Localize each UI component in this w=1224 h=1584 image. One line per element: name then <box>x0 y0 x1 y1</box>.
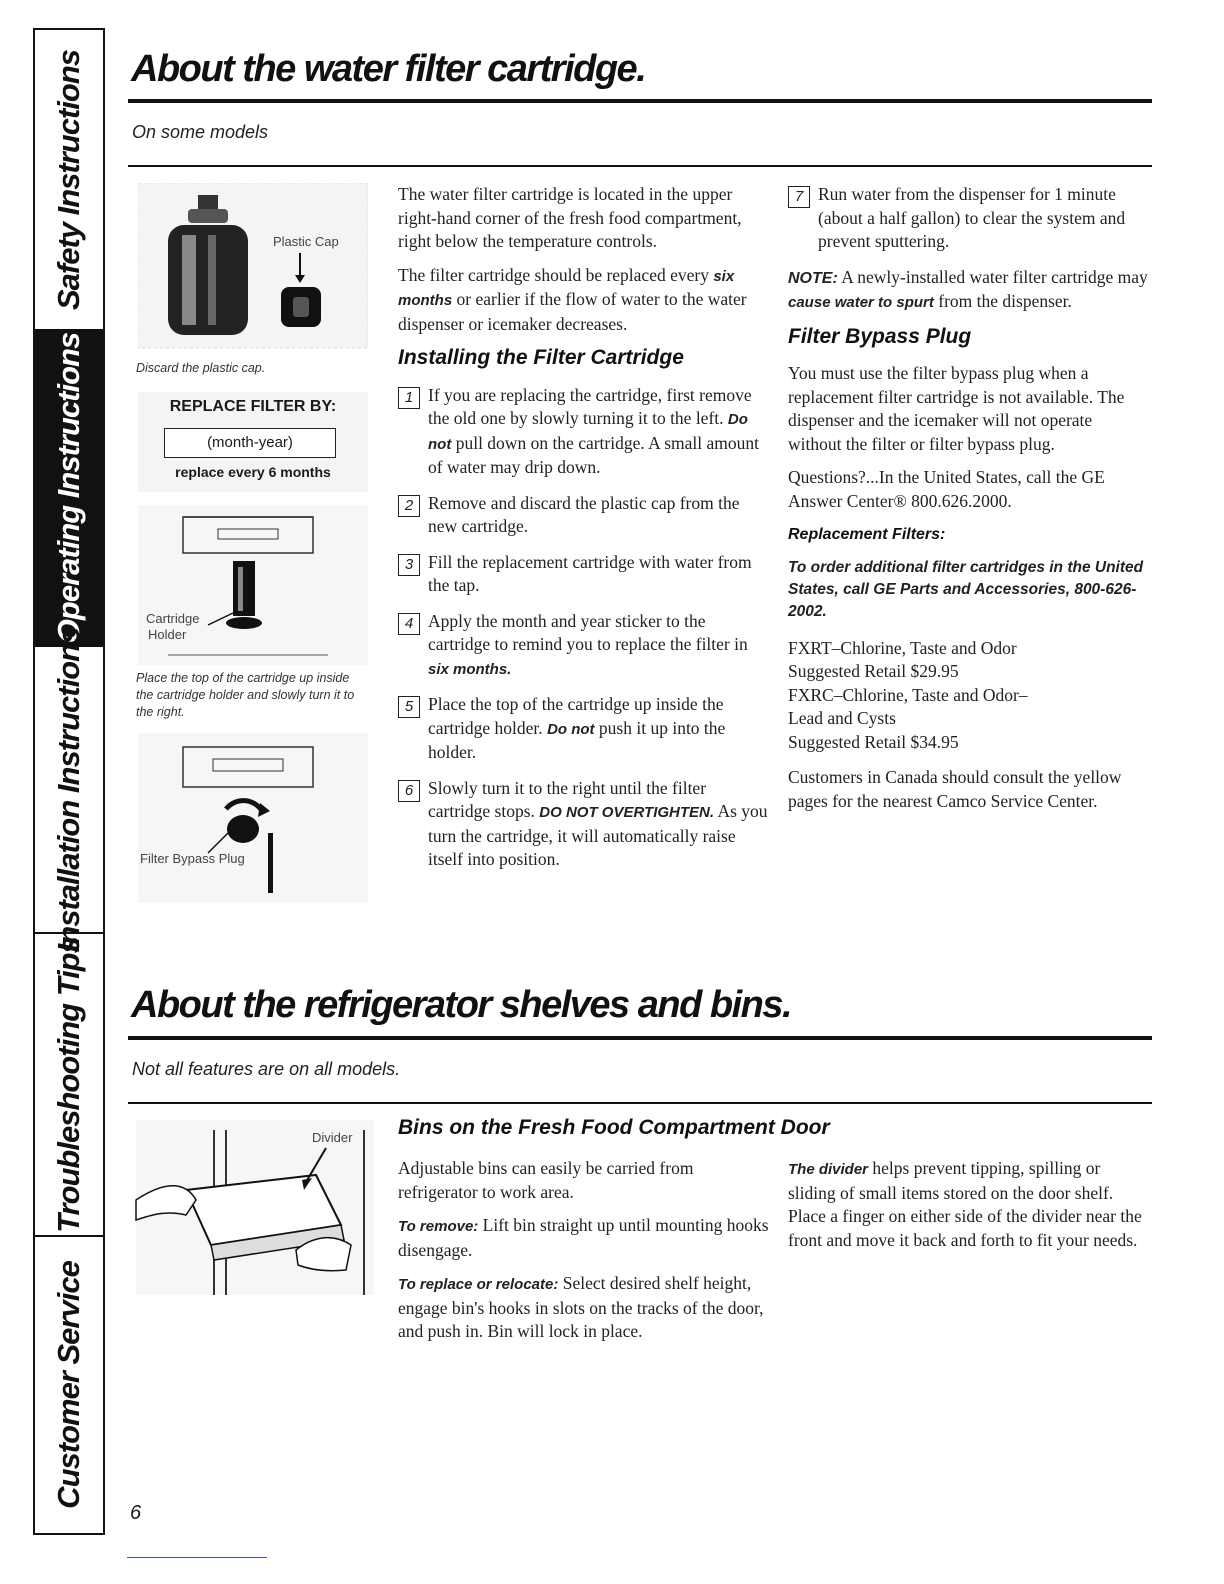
text: Fill the replacement cartridge with water from the tap. <box>428 551 752 595</box>
section-subtitle: On some models <box>132 122 269 142</box>
tab-safety-instructions[interactable] <box>35 30 103 331</box>
tab-customer-service[interactable] <box>35 1237 103 1533</box>
step-number: 7 <box>788 186 810 208</box>
divider-label: Divider <box>312 1130 353 1145</box>
replacement-filters-heading: Replacement Filters: <box>788 526 946 543</box>
emphasis: Do not <box>428 411 748 453</box>
text: pull down on the cartridge. A small amount of water may drip down. <box>428 432 759 477</box>
text: Lift bin straight up until mounting hooks disengage. <box>398 1215 769 1260</box>
step-item <box>398 384 768 480</box>
filter-list <box>788 637 1148 755</box>
sidebar-tabs <box>33 28 105 1535</box>
step-item <box>398 693 768 765</box>
cartridge-label: Cartridge <box>146 611 200 626</box>
step-number: 2 <box>398 495 420 517</box>
note-label: NOTE: <box>788 269 838 287</box>
figure-caption: Place the top of the cartridge up inside the cartridge holder and slowly turn it to the right. <box>136 671 355 719</box>
replace-filter-sticker <box>138 392 368 492</box>
filter-column-middle <box>398 183 768 884</box>
heading-rule <box>128 1036 1152 1040</box>
text: or earlier if the flow of water to the water dispenser or icemaker decreases. <box>398 289 747 334</box>
bypass-heading: Filter Bypass Plug <box>788 324 972 348</box>
text: The filter cartridge should be replaced every <box>398 264 714 285</box>
text: Select desired shelf height, engage bin's hooks in slots on the tracks of the door, and push in. Bin will lock in place. <box>398 1273 764 1341</box>
replace-paragraph <box>398 1272 773 1344</box>
text: As you turn the cartridge, it will automatically raise itself into position. <box>428 801 768 869</box>
sticker-note: replace every 6 months <box>175 464 331 480</box>
step-number: 1 <box>398 387 420 409</box>
tab-label: Operating Instructions <box>51 332 86 644</box>
filter-line: Suggested Retail $34.95 <box>788 731 959 752</box>
step-item <box>398 610 768 682</box>
questions-paragraph: Questions?...In the United States, call the GE Answer Center® 800.626.2000. <box>788 467 1105 511</box>
step-item <box>398 551 768 598</box>
text: push it up into the holder. <box>428 717 726 762</box>
text: from the dispenser. <box>933 291 1072 311</box>
emphasis: DO NOT OVERTIGHTEN. <box>539 804 715 821</box>
text: Slowly turn it to the right until the filter cartridge stops. <box>428 777 707 821</box>
bins-intro-paragraph: Adjustable bins can easily be carried from refrigerator to work area. <box>398 1158 694 1202</box>
filter-column-right <box>788 183 1148 823</box>
tab-installation-instructions[interactable] <box>35 627 103 952</box>
filter-line: FXRT–Chlorine, Taste and Odor <box>788 637 1017 658</box>
subtitle-rule <box>128 1102 1152 1104</box>
text: Place the top of the cartridge up inside the cartridge holder. <box>428 694 724 738</box>
door-bin-illustration <box>126 1120 376 1300</box>
tab-label: Installation Instructions <box>51 627 86 952</box>
section-title-water-filter: About the water filter cartridge. <box>131 48 646 90</box>
emphasis: six months. <box>428 660 512 678</box>
remove-paragraph <box>398 1214 773 1262</box>
installing-heading: Installing the Filter Cartridge <box>398 346 684 369</box>
order-paragraph: To order additional filter cartridges in the United States, call GE Parts and Accessories, 800-626-2002. <box>788 558 1144 620</box>
sticker-date-field: (month-year) <box>164 428 336 458</box>
bypass-plug-illustration <box>138 733 368 903</box>
plastic-cap-label: Plastic Cap <box>273 234 339 249</box>
subtitle-rule <box>128 165 1152 167</box>
tab-troubleshooting-tips[interactable] <box>35 934 103 1237</box>
cartridge-holder-illustration <box>138 505 368 665</box>
emphasis: cause water to spurt <box>788 294 934 311</box>
bins-column-right <box>788 1157 1148 1262</box>
canada-paragraph: Customers in Canada should consult the yellow pages for the nearest Camco Service Center. <box>788 767 1122 811</box>
bins-column-left <box>398 1157 773 1354</box>
text: A newly-installed water filter cartridge may <box>837 266 1148 287</box>
step-number: 6 <box>398 780 420 802</box>
divider-paragraph <box>788 1157 1148 1252</box>
step-number: 4 <box>398 613 420 635</box>
holder-label: Holder <box>148 627 187 642</box>
intro-paragraph: The water filter cartridge is located in the upper right-hand corner of the fresh food compartment, right below the temperature controls. <box>398 184 742 251</box>
step-item <box>398 492 768 539</box>
cartridge-cap-illustration <box>138 183 368 353</box>
text: helps prevent tipping, spilling or sliding of small items stored on the door shelf. Place a finger on either side of the divider near the front and move it back and forth to fit your needs. <box>788 1158 1142 1250</box>
figure-caption: Discard the plastic cap. <box>136 361 266 375</box>
heading-rule <box>128 99 1152 103</box>
step-item <box>398 777 768 872</box>
tab-operating-instructions[interactable] <box>35 331 103 647</box>
footer-line <box>127 1557 267 1558</box>
text: Run water from the dispenser for 1 minute (about a half gallon) to clear the system and prevent sputtering. <box>818 184 1126 251</box>
page-number: 6 <box>130 1502 142 1524</box>
emphasis: Do not <box>547 720 595 738</box>
step-item <box>788 183 1148 254</box>
emphasis: six months <box>398 267 735 309</box>
step-number: 5 <box>398 696 420 718</box>
text: If you are replacing the cartridge, first remove the old one by slowly turning it to the left. <box>428 384 752 428</box>
section-subtitle: Not all features are on all models. <box>132 1059 401 1079</box>
filter-line: FXRC–Chlorine, Taste and Odor– <box>788 684 1028 705</box>
note-paragraph <box>788 266 1148 315</box>
filter-line: Lead and Cysts <box>788 708 896 728</box>
remove-label: To remove: <box>398 1218 479 1235</box>
tab-label: Safety Instructions <box>51 49 86 310</box>
replace-label: To replace or relocate: <box>398 1276 559 1293</box>
text: Apply the month and year sticker to the cartridge to remind you to replace the filter in <box>428 610 748 654</box>
bypass-plug-label: Filter Bypass Plug <box>140 851 245 866</box>
step-number: 3 <box>398 554 420 576</box>
section-title-shelves-bins: About the refrigerator shelves and bins. <box>131 984 792 1026</box>
tab-label: Troubleshooting Tips <box>51 936 86 1233</box>
filter-line: Suggested Retail $29.95 <box>788 661 959 681</box>
divider-emphasis: The divider <box>788 1161 869 1178</box>
sticker-title: REPLACE FILTER BY: <box>169 398 337 415</box>
replace-interval-paragraph <box>398 264 768 337</box>
bypass-paragraph: You must use the filter bypass plug when a replacement filter cartridge is not available. The dispenser and the icemaker will not operate without the filter or filter bypass plug. <box>788 363 1125 454</box>
tab-label: Customer Service <box>51 1261 86 1509</box>
bins-heading: Bins on the Fresh Food Compartment Door <box>398 1116 830 1139</box>
text: Remove and discard the plastic cap from the new cartridge. <box>428 492 740 536</box>
